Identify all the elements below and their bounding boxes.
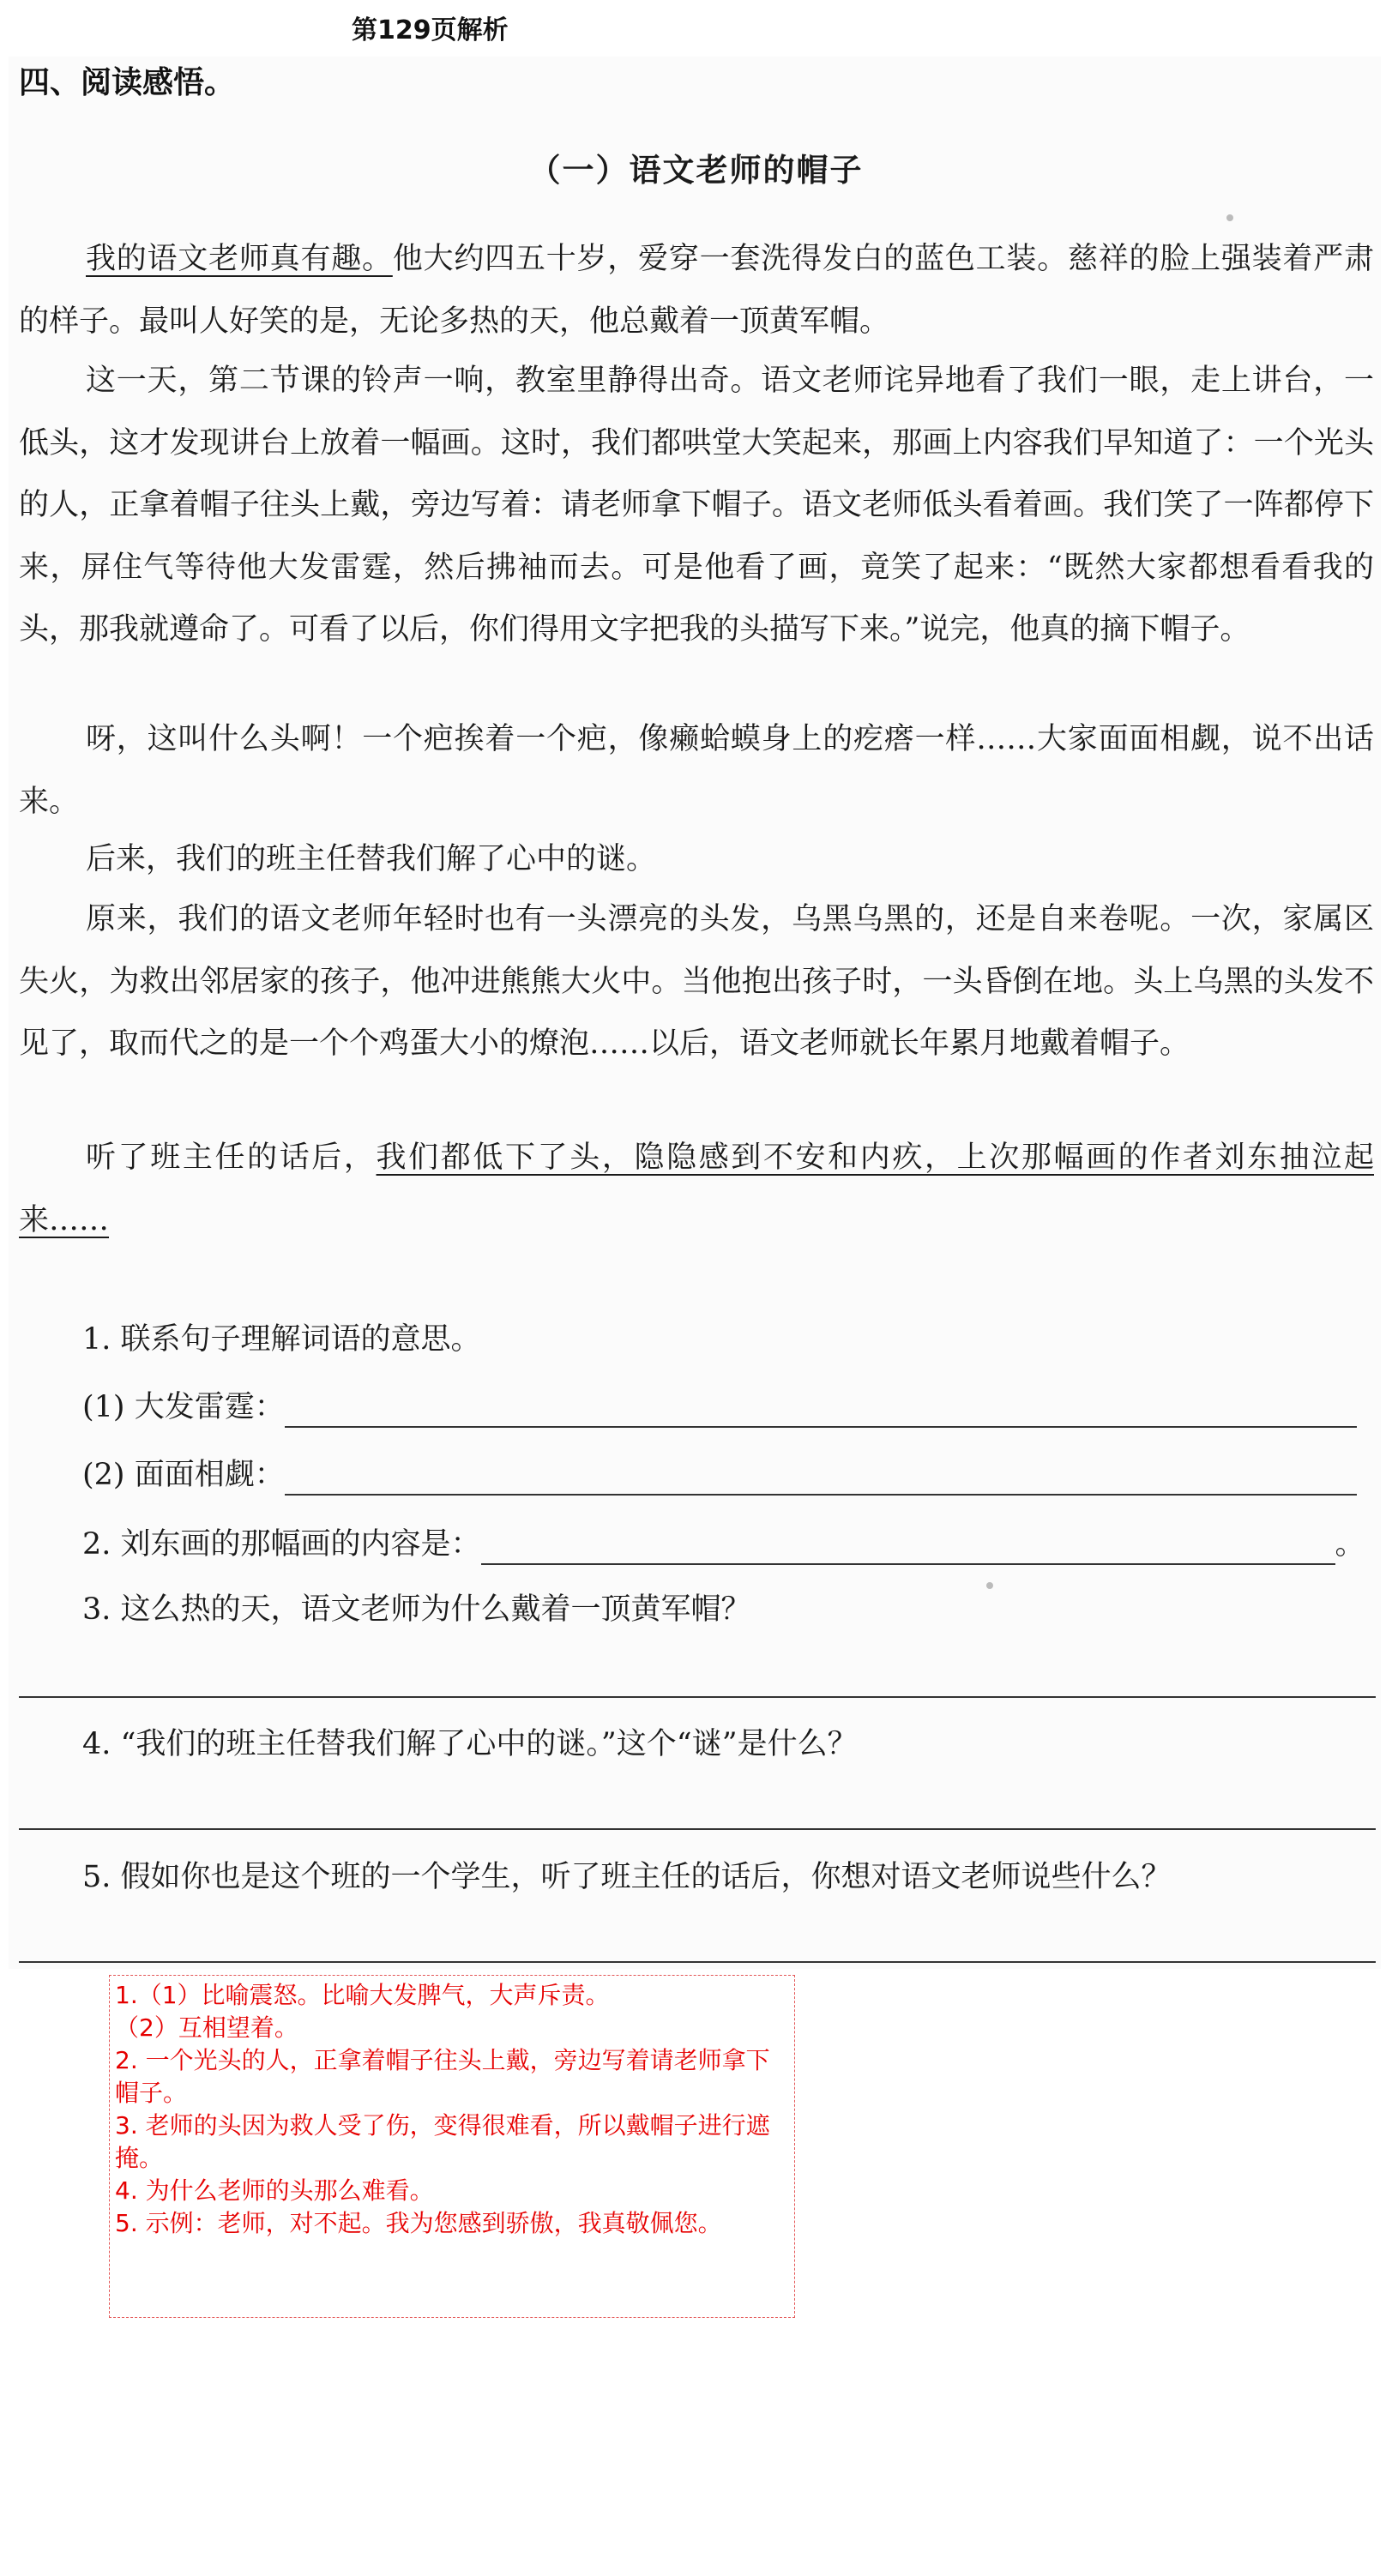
section-heading: 四、阅读感悟。 (19, 65, 236, 100)
answer-line[interactable] (19, 1828, 1376, 1830)
question-1a: (1) 大发雷霆： (82, 1387, 1357, 1428)
paragraph-2: 这一天，第二节课的铃声一响，教室里静得出奇。语文老师诧异地看了我们一眼，走上讲台，一低头，这才发现讲台上放着一幅画。这时，我们都哄堂大笑起来，那画上内容我们早知道了：一个光头的人，正拿着帽子往头上戴，旁边写着：请老师拿下帽子。语文老师低头看着画。我们笑了一阵都停下来，屏住气等待他大发雷霆，然后拂袖而去。可是他看了画，竟笑了起来：“既然大家都想看看我的头，那我就遵命了。可看了以后，你们得用文字把我的头描写下来。”说完，他真的摘下帽子。 (19, 364, 1374, 647)
answer-2: 2. 一个光头的人，正拿着帽子往头上戴，旁边写着请老师拿下帽子。 (115, 2046, 770, 2107)
paragraph-1: 我的语文老师真有趣。他大约四五十岁，爱穿一套洗得发白的蓝色工装。慈祥的脸上强装着严肃的样子。最叫人好笑的是，无论多热的天，他总戴着一顶黄军帽。 (19, 242, 1374, 339)
story-title: （一）语文老师的帽子 (528, 152, 864, 189)
scan-speck (986, 1582, 993, 1589)
answer-1: 1.（1）比喻震怒。比喻大发脾气，大声斥责。 (115, 1981, 610, 2009)
underlined-sentence: 我们都低下了头，隐隐感到不安和内疚，上次那幅画的作者刘东抽泣起来…… (19, 1141, 1374, 1237)
question-5: 5. 假如你也是这个班的一个学生，听了班主任的话后，你想对语文老师说些什么？ (82, 1860, 1172, 1894)
paragraph-6: 听了班主任的话后，我们都低下了头，隐隐感到不安和内疚，上次那幅画的作者刘东抽泣起来…… (19, 1141, 1374, 1237)
answer-3: 3. 老师的头因为救人受了伤，变得很难看，所以戴帽子进行遮掩。 (115, 2111, 770, 2172)
answer-line[interactable] (19, 1961, 1376, 1963)
paragraph-3: 呀，这叫什么头啊！一个疤挨着一个疤，像癞蛤蟆身上的疙瘩一样……大家面面相觑，说不出话来。 (19, 722, 1374, 819)
underlined-sentence: 我的语文老师真有趣。 (86, 242, 393, 276)
page-title: 第129页解析 (352, 15, 509, 45)
question-1: 1. 联系句子理解词语的意思。 (82, 1322, 481, 1357)
answer-blank[interactable] (285, 1460, 1357, 1496)
answer-1b: （2）互相望着。 (115, 2013, 298, 2042)
question-3: 3. 这么热的天，语文老师为什么戴着一顶黄军帽？ (82, 1592, 751, 1627)
question-4: 4. “我们的班主任替我们解了心中的谜。”这个“谜”是什么？ (82, 1727, 858, 1761)
answer-4: 4. 为什么老师的头那么难看。 (115, 2176, 434, 2205)
scan-speck (1226, 214, 1233, 221)
answer-5: 5. 示例：老师，对不起。我为您感到骄傲，我真敬佩您。 (115, 2209, 722, 2237)
paragraph-4: 后来，我们的班主任替我们解了心中的谜。 (86, 842, 657, 876)
question-1b: (2) 面面相觑： (82, 1454, 1357, 1496)
question-2: 2. 刘东画的那幅画的内容是： 。 (82, 1524, 1365, 1565)
answer-key-box (109, 1975, 795, 2318)
paragraph-5: 原来，我们的语文老师年轻时也有一头漂亮的头发，乌黑乌黑的，还是自来卷呢。一次，家属区失火，为救出邻居家的孩子，他冲进熊熊大火中。当他抱出孩子时，一头昏倒在地。头上乌黑的头发不见了，取而代之的是一个个鸡蛋大小的燎泡……以后，语文老师就长年累月地戴着帽子。 (19, 902, 1374, 1061)
answer-blank[interactable] (285, 1392, 1357, 1428)
answer-blank[interactable] (481, 1529, 1335, 1565)
answer-line[interactable] (19, 1696, 1376, 1698)
